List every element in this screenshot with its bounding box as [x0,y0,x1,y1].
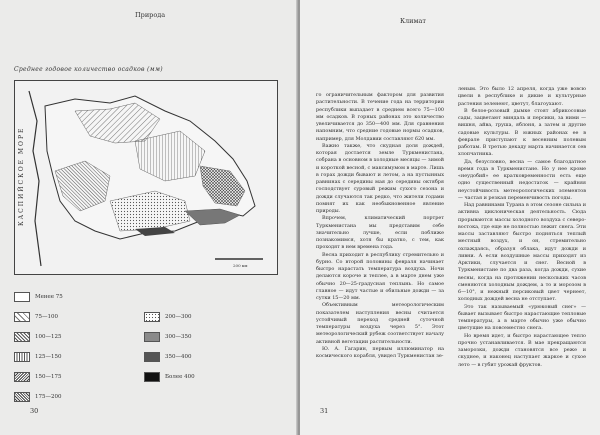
right-page [300,0,600,435]
precipitation-map [14,80,278,275]
legend-swatch [14,312,30,322]
paragraph: В белое-розовый дымке стоят абрикосовые сады, зацветают миндаль и персики, за ними — вишня, айва, груша, яблоня, а затем и другие садовые культуры. В южных районах ее в феврале приступают к весенним полевым работам. В третью декаду марта начинается сев хлопчатника. [458,107,586,158]
legend-item [14,292,63,302]
page-number: 31 [320,407,329,415]
legend-item [14,312,58,322]
scale-label: 200 км [233,263,248,268]
paragraph: Объективным метеорологическим показателем наступления весны считается устойчивый переход средней суточной температуры воздуха через 5°. Этот метеорологический рубеж соответствует началу активной вегетации растительности. [316,302,444,345]
map-legend [14,292,284,422]
legend-label: 200—300 [165,314,192,320]
legend-swatch [14,352,30,362]
legend-label: 150—175 [35,374,62,380]
legend-item [144,352,192,362]
legend-item [144,332,192,342]
paragraph: леным. Это было 12 апреля, когда уже вовсю цвели в республике и дикие и культурные растения зеленеют, цветут, благоухают. [458,86,586,107]
legend-swatch [14,332,30,342]
running-head: Природа [135,11,166,19]
legend-swatch [14,292,30,302]
paragraph: Важно также, что скудная доля дождей, которая достается земле Туркменистана, собрана в основном в холодные месяцы — зимой и короткой весной, с максимумом в марте. Лишь в горах дожди бывают и летом, а на пустынных равнинах с середины мая до середины октября господствует суровый режим сухого сезона и дожди случаются так редко, что жители годами помнят их как необыкновенное явление природы. [316,142,444,214]
sea-label: КАСПИЙСКОЕ МОРЕ [18,126,25,227]
legend-label: 100—125 [35,334,62,340]
paragraph: Да, безусловно, весна — самое благодатное время года в Туркменистане. Но у нее кроме «неудобий» ее кратковременности есть еще одно существенный недостаток — крайняя неустойчивость метеорологических элементов — частая и резкая переменчивость погоды. [458,158,586,201]
legend-swatch [144,372,160,382]
paragraph: Весна приходит в республику стремительно и бурно. Со второй половины февраля начинает быстро нарастать температура воздуха. Ночи делаются короче и теплее, а в марте днем уже обычно 20—25-градусная теплынь. Но самое главное — идут частые и обильные дожди — за сутки 15—20 мм. [316,251,444,301]
legend-swatch [144,332,160,342]
paragraph: го ограничительным фактором для развития растительности. В течение года на территории республики выпадает в среднем всего 75—100 мм осадков. В горных районах это количество увеличивается до 350—400 мм. Для сравнения напомним, что средние годовые нормы осадков, например, для Молдавии составляют 620 мм. [316,92,444,142]
legend-item [14,332,62,342]
paragraph: Это так называемый «урюковый снег» — бывает вызывает быстро нарастающие тепловые температуры, а в марте обычно уже обычно цветущие на повсеместно снега. [458,303,586,332]
legend-swatch [144,352,160,362]
paragraph: Над равнинами Турана в этом сезоне сильна и активна циклоническая деятельность. Сюда прорываются массы холодного воздуха с северо-востока, где еще не полностью лежит снега. Эти массы заставляют быстро подняться теплый местный воздух, и он, стремительно охлаждаясь, образуя облака, идут дожди и ливни. А если воздушные массы приходят из Арктики, случается и снег. Весной в Туркменистане по два раза, когда дожди, сухие весны, когда на протяжении нескольких часов сменяются холодным дождем, а то и морозом в 6—10°, и нежный персиковый цвет чернеет, холодных дождей весна не отступает. [458,202,586,303]
map-caption: Среднее годовое количество осадков (мм) [14,66,163,73]
running-head: Климат [400,17,427,25]
caspian-coast [29,91,41,266]
page-number: 30 [30,407,39,415]
legend-swatch [14,392,30,402]
legend-label: 350—400 [165,354,192,360]
legend-item [14,372,62,382]
text-column-1 [316,92,444,360]
legend-label: Менее 75 [35,294,63,300]
legend-label: Более 400 [165,374,195,380]
legend-swatch [144,312,160,322]
paragraph: Ю. А. Гагарин, первым иллюминатор на космического корабля, увидел Туркменистан зе- [316,345,444,359]
map-drawing [15,81,277,274]
paragraph: Но время идет, и быстро нарастающее тепло прочно устанавливается. В мае прекращаются заморозки, дожди становятся все реже и скуднее, и наконец наступает жаркое и сухое лето — в губит урожай фруктов. [458,332,586,368]
legend-label: 125—150 [35,354,62,360]
legend-label: 300—350 [165,334,192,340]
left-page [0,0,298,435]
text-column-2 [458,86,586,369]
legend-label: 75—100 [35,314,58,320]
legend-item [14,352,62,362]
legend-swatch [14,372,30,382]
paragraph: Впрочем, климатический портрет Туркменистана мы представим себе значительно лучше, если поближе познакомимся, хотя бы кратко, с тем, как проходят в нем времена года. [316,215,444,251]
legend-label: 175—200 [35,394,62,400]
legend-item [144,312,192,322]
legend-item [14,392,62,402]
legend-item [144,372,195,382]
